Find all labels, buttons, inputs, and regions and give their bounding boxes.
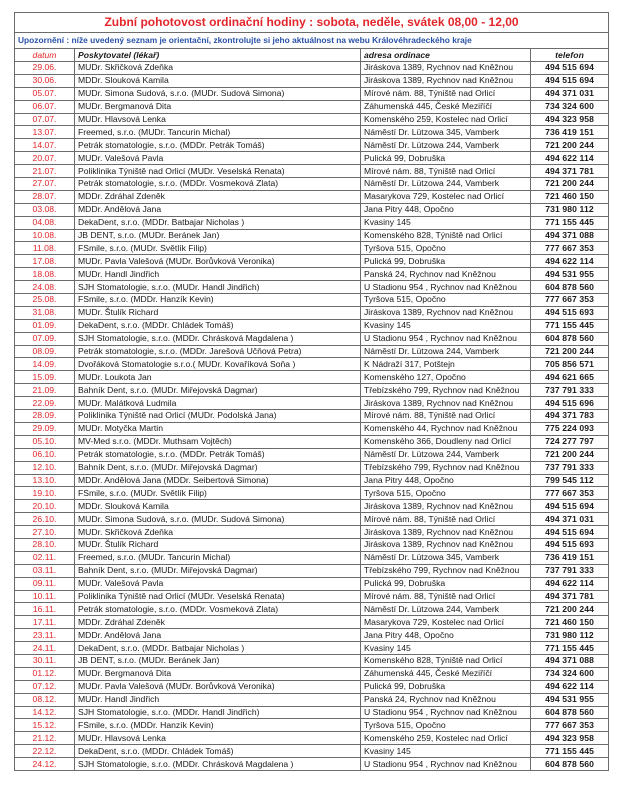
row-date: 05.07. (15, 87, 75, 100)
row-address: Tyršova 515, Opočno (361, 719, 531, 732)
row-provider: Freemed, s.r.o. (MUDr. Tancurin Michal) (75, 126, 361, 139)
row-phone: 494 371 781 (531, 165, 609, 178)
row-phone: 721 460 150 (531, 190, 609, 203)
table-row (15, 74, 609, 87)
row-date: 22.09. (15, 397, 75, 410)
table-row (15, 203, 609, 216)
row-date: 10.08. (15, 229, 75, 242)
row-phone: 494 515 696 (531, 397, 609, 410)
row-date: 03.08. (15, 203, 75, 216)
row-provider: MDDr. Slouková Kamila (75, 74, 361, 87)
header-date: datum (15, 49, 75, 62)
row-provider: MUDr. Štulík Richard (75, 306, 361, 319)
row-provider: Petrák stomatologie, s.r.o. (MDDr. Vosmeková Zlata) (75, 603, 361, 616)
row-phone: 734 324 600 (531, 100, 609, 113)
table-row (15, 319, 609, 332)
row-provider: Poliklinika Týniště nad Orlicí (MUDr. Veselská Renata) (75, 590, 361, 603)
row-provider: MV-Med s.r.o. (MDDr. Muthsam Vojtěch) (75, 435, 361, 448)
row-provider: Petrák stomatologie, s.r.o. (MDDr. Vosmeková Zlata) (75, 178, 361, 191)
row-phone: 494 622 114 (531, 255, 609, 268)
row-address: Komenského 259, Kostelec nad Orlicí (361, 113, 531, 126)
row-date: 17.11. (15, 616, 75, 629)
row-date: 14.07. (15, 139, 75, 152)
table-row (15, 603, 609, 616)
row-phone: 721 200 244 (531, 345, 609, 358)
table-row (15, 62, 609, 75)
table-row (15, 719, 609, 732)
table-row (15, 332, 609, 345)
row-address: Pulická 99, Dobruška (361, 152, 531, 165)
row-address: Jana Pitry 448, Opočno (361, 203, 531, 216)
row-date: 06.07. (15, 100, 75, 113)
row-provider: MUDr. Bergmanová Dita (75, 667, 361, 680)
notice-row (15, 33, 609, 49)
row-date: 15.12. (15, 719, 75, 732)
row-date: 24.08. (15, 281, 75, 294)
row-address: Panská 24, Rychnov nad Kněžnou (361, 693, 531, 706)
table-row (15, 616, 609, 629)
row-phone: 494 621 665 (531, 371, 609, 384)
row-provider: DekaDent, s.r.o. (MDDr. Chládek Tomáš) (75, 745, 361, 758)
row-provider: MUDr. Skřičková Zdeňka (75, 62, 361, 75)
row-date: 01.09. (15, 319, 75, 332)
table-row (15, 100, 609, 113)
row-date: 23.11. (15, 629, 75, 642)
table-row (15, 500, 609, 513)
row-provider: MUDr. Motyčka Martin (75, 422, 361, 435)
row-phone: 737 791 333 (531, 384, 609, 397)
row-address: Náměstí Dr. Lützowa 244, Vamberk (361, 178, 531, 191)
table-row (15, 758, 609, 771)
row-address: Tyršova 515, Opočno (361, 487, 531, 500)
row-phone: 736 419 151 (531, 126, 609, 139)
row-provider: Petrák stomatologie, s.r.o. (MDDr. Petrák Tomáš) (75, 448, 361, 461)
row-address: Kvasiny 145 (361, 642, 531, 655)
header-row (15, 49, 609, 62)
row-phone: 494 515 694 (531, 526, 609, 539)
title-row (15, 13, 609, 33)
row-provider: MDDr. Slouková Kamila (75, 500, 361, 513)
row-date: 03.11. (15, 564, 75, 577)
row-address: U Stadionu 954 , Rychnov nad Kněžnou (361, 281, 531, 294)
row-provider: JB DENT, s.r.o. (MUDr. Beránek Jan) (75, 229, 361, 242)
row-address: U Stadionu 954 , Rychnov nad Kněžnou (361, 758, 531, 771)
table-row (15, 139, 609, 152)
row-phone: 604 878 560 (531, 758, 609, 771)
row-phone: 731 980 112 (531, 203, 609, 216)
row-phone: 777 667 353 (531, 487, 609, 500)
row-address: Náměstí Dr. Lützowa 244, Vamberk (361, 345, 531, 358)
row-phone: 494 515 694 (531, 74, 609, 87)
table-row (15, 397, 609, 410)
row-provider: Poliklinika Týniště nad Orlicí (MUDr. Podolská Jana) (75, 410, 361, 423)
row-provider: MUDr. Simona Sudová, s.r.o. (MUDr. Sudová Simona) (75, 87, 361, 100)
row-address: K Nádraží 317, Potštejn (361, 358, 531, 371)
row-date: 28.09. (15, 410, 75, 423)
row-provider: MUDr. Loukota Jan (75, 371, 361, 384)
row-phone: 494 323 958 (531, 113, 609, 126)
row-provider: Bahník Dent, s.r.o. (MUDr. Miřejovská Dagmar) (75, 384, 361, 397)
row-phone: 724 277 797 (531, 435, 609, 448)
row-phone: 494 622 114 (531, 680, 609, 693)
row-date: 07.09. (15, 332, 75, 345)
header-provider: Poskytovatel (lékař) (75, 49, 361, 62)
row-address: Jiráskova 1389, Rychnov nad Kněžnou (361, 397, 531, 410)
row-address: Mírové nám. 88, Týniště nad Orlicí (361, 165, 531, 178)
row-phone: 494 371 031 (531, 87, 609, 100)
row-address: Náměstí Dr. Lützowa 345, Vamberk (361, 126, 531, 139)
row-address: Jiráskova 1389, Rychnov nad Kněžnou (361, 526, 531, 539)
row-address: Mírové nám. 88, Týniště nad Orlicí (361, 590, 531, 603)
row-phone: 771 155 445 (531, 642, 609, 655)
row-date: 07.12. (15, 680, 75, 693)
row-address: Náměstí Dr. Lützowa 244, Vamberk (361, 603, 531, 616)
row-provider: FSmile, s.r.o. (MUDr. Světlík Filip) (75, 242, 361, 255)
row-date: 18.08. (15, 268, 75, 281)
row-date: 30.11. (15, 654, 75, 667)
row-address: Jiráskova 1389, Rychnov nad Kněžnou (361, 74, 531, 87)
table-row (15, 113, 609, 126)
row-address: Komenského 44, Rychnov nad Kněžnou (361, 422, 531, 435)
row-date: 01.12. (15, 667, 75, 680)
row-phone: 771 155 445 (531, 216, 609, 229)
row-date: 19.10. (15, 487, 75, 500)
row-provider: Petrák stomatologie, s.r.o. (MDDr. Petrák Tomáš) (75, 139, 361, 152)
row-address: Třebízského 799, Rychnov nad Kněžnou (361, 564, 531, 577)
row-phone: 737 791 333 (531, 461, 609, 474)
row-provider: SJH Stomatologie, s.r.o. (MDDr. Chrásková Magdalena ) (75, 758, 361, 771)
row-date: 14.09. (15, 358, 75, 371)
row-provider: MUDr. Malátková Ludmila (75, 397, 361, 410)
row-phone: 494 371 781 (531, 590, 609, 603)
row-phone: 775 224 093 (531, 422, 609, 435)
row-phone: 494 531 955 (531, 268, 609, 281)
table-row (15, 294, 609, 307)
row-address: Kvasiny 145 (361, 216, 531, 229)
row-date: 22.12. (15, 745, 75, 758)
row-provider: Bahník Dent, s.r.o. (MUDr. Miřejovská Dagmar) (75, 461, 361, 474)
table-row (15, 642, 609, 655)
row-phone: 494 515 694 (531, 62, 609, 75)
row-provider: MDDr. Andělová Jana (75, 203, 361, 216)
row-provider: MUDr. Handl Jindřich (75, 693, 361, 706)
row-provider: MUDr. Valešová Pavla (75, 152, 361, 165)
row-phone: 721 200 244 (531, 178, 609, 191)
row-phone: 494 515 694 (531, 500, 609, 513)
row-address: Pulická 99, Dobruška (361, 577, 531, 590)
table-row (15, 306, 609, 319)
row-date: 21.07. (15, 165, 75, 178)
row-provider: MUDr. Pavla Valešová (MUDr. Borůvková Veronika) (75, 255, 361, 268)
table-row (15, 474, 609, 487)
header-address: adresa ordinace (361, 49, 531, 62)
row-address: Náměstí Dr. Lützowa 345, Vamberk (361, 551, 531, 564)
row-address: Záhumenská 445, České Meziříčí (361, 100, 531, 113)
row-provider: FSmile, s.r.o. (MDDr. Hanzík Kevin) (75, 294, 361, 307)
row-phone: 721 200 244 (531, 448, 609, 461)
row-phone: 494 622 114 (531, 152, 609, 165)
table-row (15, 242, 609, 255)
table-row (15, 281, 609, 294)
row-date: 24.12. (15, 758, 75, 771)
row-date: 04.08. (15, 216, 75, 229)
table-row (15, 229, 609, 242)
row-phone: 777 667 353 (531, 294, 609, 307)
row-provider: FSmile, s.r.o. (MDDr. Hanzík Kevin) (75, 719, 361, 732)
row-phone: 604 878 560 (531, 281, 609, 294)
row-phone: 799 545 112 (531, 474, 609, 487)
schedule-sheet (14, 12, 608, 771)
table-row (15, 87, 609, 100)
table-row (15, 680, 609, 693)
row-date: 20.07. (15, 152, 75, 165)
row-phone: 494 371 783 (531, 410, 609, 423)
row-provider: MUDr. Hlavsová Lenka (75, 732, 361, 745)
row-date: 12.10. (15, 461, 75, 474)
row-address: Jana Pitry 448, Opočno (361, 629, 531, 642)
table-row (15, 577, 609, 590)
row-date: 20.10. (15, 500, 75, 513)
table-row (15, 513, 609, 526)
table-row (15, 461, 609, 474)
row-provider: MDDr. Zdráhal Zdeněk (75, 190, 361, 203)
table-row (15, 564, 609, 577)
row-address: Jiráskova 1389, Rychnov nad Kněžnou (361, 62, 531, 75)
row-provider: SJH Stomatologie, s.r.o. (MDDr. Handl Jindřich) (75, 706, 361, 719)
row-phone: 777 667 353 (531, 242, 609, 255)
table-row (15, 629, 609, 642)
row-address: Tyršova 515, Opočno (361, 242, 531, 255)
row-provider: MUDr. Simona Sudová, s.r.o. (MUDr. Sudová Simona) (75, 513, 361, 526)
row-address: U Stadionu 954 , Rychnov nad Kněžnou (361, 706, 531, 719)
row-provider: MUDr. Hlavsová Lenka (75, 113, 361, 126)
row-phone: 737 791 333 (531, 564, 609, 577)
row-address: U Stadionu 954 , Rychnov nad Kněžnou (361, 332, 531, 345)
row-provider: Bahník Dent, s.r.o. (MUDr. Miřejovská Dagmar) (75, 564, 361, 577)
row-date: 17.08. (15, 255, 75, 268)
table-row (15, 268, 609, 281)
row-date: 09.11. (15, 577, 75, 590)
row-phone: 494 371 088 (531, 229, 609, 242)
row-phone: 604 878 560 (531, 332, 609, 345)
row-date: 13.10. (15, 474, 75, 487)
row-date: 14.12. (15, 706, 75, 719)
row-date: 10.11. (15, 590, 75, 603)
row-address: Panská 24, Rychnov nad Kněžnou (361, 268, 531, 281)
row-phone: 731 980 112 (531, 629, 609, 642)
row-date: 06.10. (15, 448, 75, 461)
row-provider: FSmile, s.r.o. (MUDr. Světlík Filip) (75, 487, 361, 500)
row-address: Jiráskova 1389, Rychnov nad Kněžnou (361, 500, 531, 513)
row-provider: SJH Stomatologie, s.r.o. (MUDr. Handl Jindřich) (75, 281, 361, 294)
table-row (15, 165, 609, 178)
row-provider: MUDr. Bergmanová Dita (75, 100, 361, 113)
row-phone: 734 324 600 (531, 667, 609, 680)
row-date: 07.07. (15, 113, 75, 126)
row-address: Třebízského 799, Rychnov nad Kněžnou (361, 384, 531, 397)
row-provider: Petrák stomatologie, s.r.o. (MDDr. Jarešová Učňová Petra) (75, 345, 361, 358)
table-row (15, 732, 609, 745)
row-address: Masarykova 729, Kostelec nad Orlicí (361, 616, 531, 629)
table-row (15, 255, 609, 268)
row-address: Záhumenská 445, České Meziříčí (361, 667, 531, 680)
page-title: Zubní pohotovost ordinační hodiny : sobota, neděle, svátek 08,00 - 12,00 (15, 13, 609, 33)
row-provider: Dvořáková Stomatologie s.r.o.( MUDr. Kovaříková Soňa ) (75, 358, 361, 371)
table-row (15, 410, 609, 423)
row-address: Pulická 99, Dobruška (361, 680, 531, 693)
row-provider: MUDr. Pavla Valešová (MUDr. Borůvková Veronika) (75, 680, 361, 693)
table-row (15, 706, 609, 719)
row-address: Komenského 828, Týniště nad Orlicí (361, 654, 531, 667)
row-date: 27.07. (15, 178, 75, 191)
row-provider: MUDr. Štulík Richard (75, 538, 361, 551)
row-date: 29.06. (15, 62, 75, 75)
table-row (15, 126, 609, 139)
row-address: Jiráskova 1389, Rychnov nad Kněžnou (361, 306, 531, 319)
table-row (15, 667, 609, 680)
row-phone: 777 667 353 (531, 719, 609, 732)
header-phone: telefon (531, 49, 609, 62)
table-row (15, 590, 609, 603)
table-row (15, 358, 609, 371)
row-address: Pulická 99, Dobruška (361, 255, 531, 268)
row-address: Komenského 828, Týniště nad Orlicí (361, 229, 531, 242)
row-date: 08.09. (15, 345, 75, 358)
row-address: Kvasiny 145 (361, 745, 531, 758)
row-phone: 705 856 571 (531, 358, 609, 371)
row-date: 24.11. (15, 642, 75, 655)
row-date: 08.12. (15, 693, 75, 706)
table-row (15, 693, 609, 706)
row-phone: 771 155 445 (531, 319, 609, 332)
table-row (15, 526, 609, 539)
row-phone: 494 531 955 (531, 693, 609, 706)
row-address: Masarykova 729, Kostelec nad Orlicí (361, 190, 531, 203)
table-row (15, 654, 609, 667)
row-date: 26.10. (15, 513, 75, 526)
table-row (15, 538, 609, 551)
row-address: Mírové nám. 88, Týniště nad Orlicí (361, 513, 531, 526)
table-row (15, 422, 609, 435)
row-phone: 494 323 958 (531, 732, 609, 745)
table-row (15, 448, 609, 461)
row-provider: SJH Stomatologie, s.r.o. (MDDr. Chrásková Magdalena ) (75, 332, 361, 345)
row-address: Mírové nám. 88, Týniště nad Orlicí (361, 87, 531, 100)
row-date: 29.09. (15, 422, 75, 435)
row-date: 11.08. (15, 242, 75, 255)
row-date: 30.06. (15, 74, 75, 87)
table-row (15, 190, 609, 203)
table-row (15, 345, 609, 358)
row-phone: 494 371 031 (531, 513, 609, 526)
row-phone: 721 200 244 (531, 139, 609, 152)
table-row (15, 487, 609, 500)
row-phone: 494 515 693 (531, 538, 609, 551)
row-provider: Freemed, s.r.o. (MUDr. Tancurin Michal) (75, 551, 361, 564)
row-address: Mírové nám. 88, Týniště nad Orlicí (361, 410, 531, 423)
table-row (15, 745, 609, 758)
row-date: 28.07. (15, 190, 75, 203)
table-row (15, 551, 609, 564)
row-date: 13.07. (15, 126, 75, 139)
row-date: 15.09. (15, 371, 75, 384)
row-phone: 771 155 445 (531, 745, 609, 758)
row-date: 05.10. (15, 435, 75, 448)
row-address: Jana Pitry 448, Opočno (361, 474, 531, 487)
notice-text: Upozornění : níže uvedený seznam je orientační, zkontrolujte si jeho aktuálnost na webu Královéhradeckého kraje (15, 33, 609, 49)
row-provider: MDDr. Zdráhal Zdeněk (75, 616, 361, 629)
row-date: 16.11. (15, 603, 75, 616)
row-date: 21.09. (15, 384, 75, 397)
row-provider: MUDr. Skřičková Zdeňka (75, 526, 361, 539)
row-phone: 494 622 114 (531, 577, 609, 590)
row-provider: JB DENT, s.r.o. (MUDr. Beránek Jan) (75, 654, 361, 667)
table-row (15, 384, 609, 397)
row-phone: 604 878 560 (531, 706, 609, 719)
row-address: Komenského 366, Doudleny nad Orlicí (361, 435, 531, 448)
row-provider: MUDr. Handl Jindřich (75, 268, 361, 281)
row-address: Jiráskova 1389, Rychnov nad Kněžnou (361, 538, 531, 551)
row-provider: DekaDent, s.r.o. (MDDr. Batbajar Nicholas ) (75, 216, 361, 229)
row-date: 27.10. (15, 526, 75, 539)
row-address: Náměstí Dr. Lützowa 244, Vamberk (361, 139, 531, 152)
row-phone: 494 515 693 (531, 306, 609, 319)
table-row (15, 371, 609, 384)
row-date: 31.08. (15, 306, 75, 319)
row-phone: 721 200 244 (531, 603, 609, 616)
row-provider: MDDr. Andělová Jana (MDDr. Seibertová Simona) (75, 474, 361, 487)
row-date: 02.11. (15, 551, 75, 564)
row-date: 25.08. (15, 294, 75, 307)
table-row (15, 216, 609, 229)
schedule-table (14, 12, 609, 771)
row-date: 21.12. (15, 732, 75, 745)
row-provider: DekaDent, s.r.o. (MDDr. Batbajar Nicholas ) (75, 642, 361, 655)
row-phone: 721 460 150 (531, 616, 609, 629)
row-provider: MUDr. Valešová Pavla (75, 577, 361, 590)
row-address: Kvasiny 145 (361, 319, 531, 332)
row-address: Tyršova 515, Opočno (361, 294, 531, 307)
row-address: Třebízského 799, Rychnov nad Kněžnou (361, 461, 531, 474)
row-address: Náměstí Dr. Lützowa 244, Vamberk (361, 448, 531, 461)
row-date: 28.10. (15, 538, 75, 551)
row-provider: MDDr. Andělová Jana (75, 629, 361, 642)
row-provider: Poliklinika Týniště nad Orlicí (MUDr. Veselská Renata) (75, 165, 361, 178)
table-row (15, 152, 609, 165)
table-row (15, 435, 609, 448)
row-provider: DekaDent, s.r.o. (MDDr. Chládek Tomáš) (75, 319, 361, 332)
row-address: Komenského 127, Opočno (361, 371, 531, 384)
row-address: Komenského 259, Kostelec nad Orlicí (361, 732, 531, 745)
row-phone: 494 371 088 (531, 654, 609, 667)
row-phone: 736 419 151 (531, 551, 609, 564)
table-row (15, 178, 609, 191)
